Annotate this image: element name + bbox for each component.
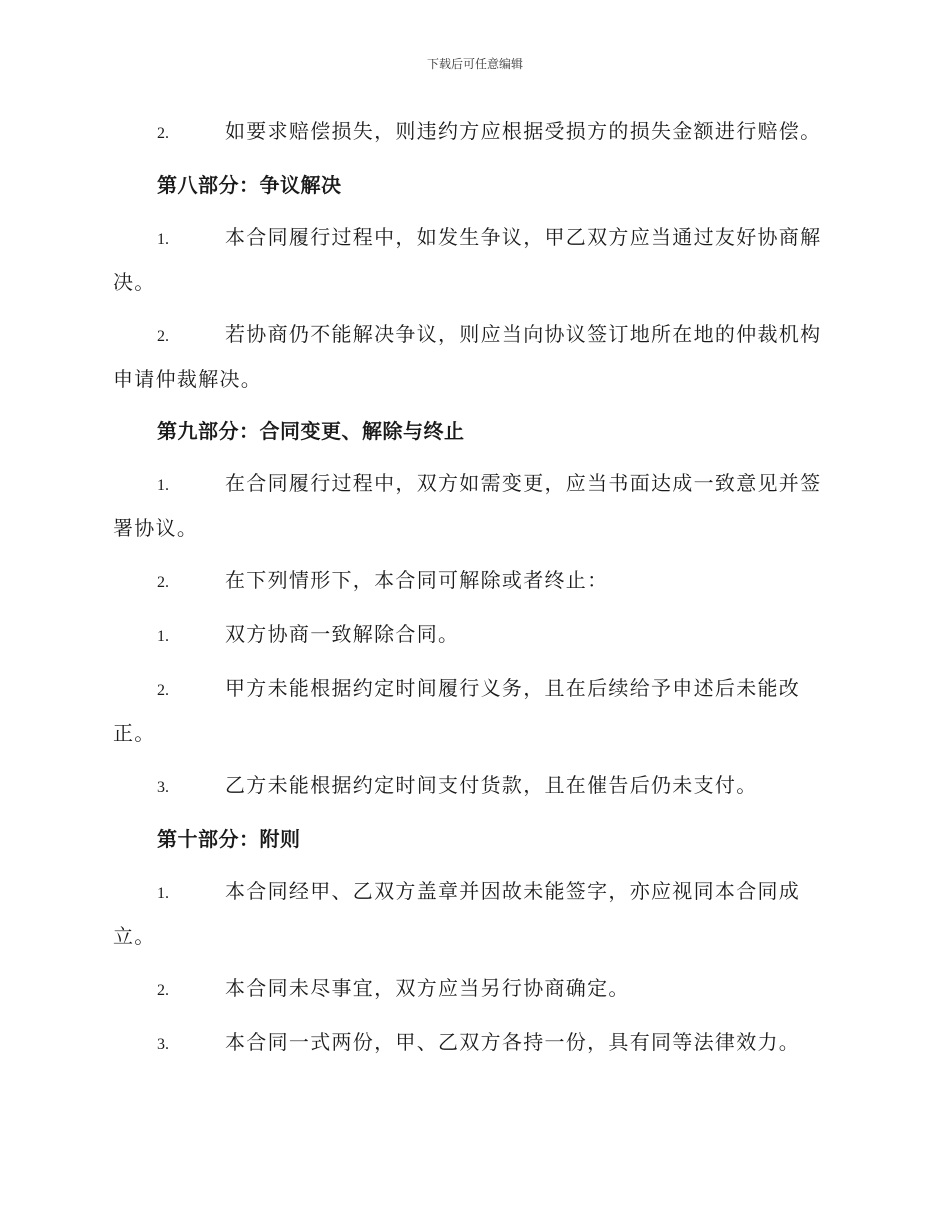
list-item xyxy=(113,764,837,809)
list-item xyxy=(113,667,837,755)
item-text: 在下列情形下，本合同可解除或者终止： xyxy=(225,568,609,592)
section-heading: 第十部分：附则 xyxy=(157,827,301,851)
list-item xyxy=(113,110,837,155)
item-text: 如要求赔偿损失，则违约方应根据受损方的损失金额进行赔偿。 xyxy=(225,119,822,143)
item-number: 2. xyxy=(157,574,169,591)
item-text: 乙方未能根据约定时间支付货款，且在催告后仍未支付。 xyxy=(225,773,758,797)
item-number: 2. xyxy=(157,982,169,999)
item-number: 2. xyxy=(157,125,169,142)
list-item xyxy=(113,313,837,401)
list-item xyxy=(113,1021,837,1066)
item-number: 2. xyxy=(157,682,169,699)
item-number: 1. xyxy=(157,231,169,248)
item-number: 1. xyxy=(157,885,169,902)
item-text: 甲方未能根据约定时间履行义务，且在后续给予申述后未能改正。 xyxy=(113,676,801,745)
list-item xyxy=(113,613,837,658)
item-text: 若协商仍不能解决争议，则应当向协议签订地所在地的仲裁机构申请仲裁解决。 xyxy=(113,322,822,391)
item-number: 3. xyxy=(157,779,169,796)
item-number: 1. xyxy=(157,477,169,494)
item-number: 1. xyxy=(157,628,169,645)
section-heading: 第八部分：争议解决 xyxy=(157,173,342,197)
list-item xyxy=(113,216,837,304)
list-item xyxy=(113,870,837,958)
list-item xyxy=(113,559,837,604)
item-number: 3. xyxy=(157,1036,169,1053)
item-text: 双方协商一致解除合同。 xyxy=(225,622,460,646)
item-text: 本合同未尽事宜，双方应当另行协商确定。 xyxy=(225,976,630,1000)
list-item xyxy=(113,967,837,1012)
item-text: 本合同履行过程中，如发生争议，甲乙双方应当通过友好协商解决。 xyxy=(113,225,822,294)
item-text: 本合同一式两份，甲、乙双方各持一份，具有同等法律效力。 xyxy=(225,1030,801,1054)
document-body xyxy=(113,110,837,1075)
item-text: 本合同经甲、乙双方盖章并因故未能签字，亦应视同本合同成立。 xyxy=(113,879,801,948)
item-text: 在合同履行过程中，双方如需变更，应当书面达成一致意见并签署协议。 xyxy=(113,471,822,540)
item-number: 2. xyxy=(157,328,169,345)
page-header: 下载后可任意编辑 xyxy=(426,57,523,71)
section-heading: 第九部分：合同变更、解除与终止 xyxy=(157,419,465,443)
list-item xyxy=(113,462,837,550)
